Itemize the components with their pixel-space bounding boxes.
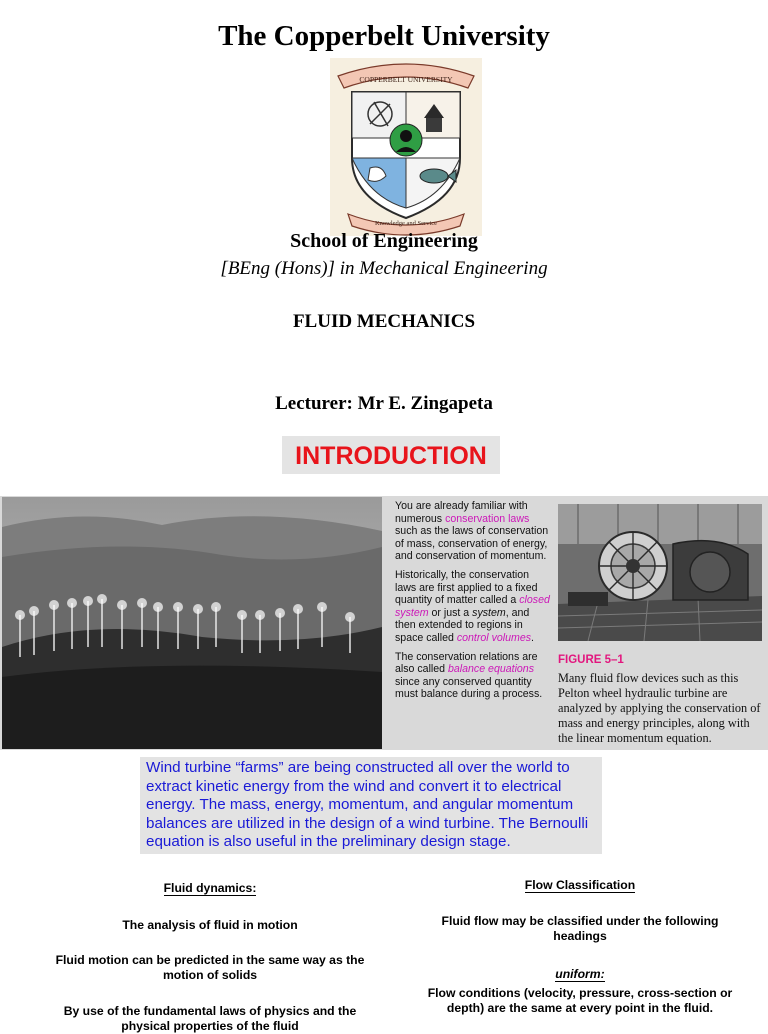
conservation-paragraph-2 <box>395 569 551 645</box>
pelton-turbine-photo <box>558 504 762 641</box>
system-term: system <box>472 606 506 619</box>
text-run: You are already familiar with numerous <box>395 500 528 525</box>
conservation-laws-text <box>395 500 551 707</box>
fluid-dynamics-heading-text: Fluid dynamics: <box>163 881 257 895</box>
fluid-dynamics-heading <box>60 881 360 896</box>
balance-equations-link[interactable]: balance equations <box>448 663 534 676</box>
course-title: FLUID MECHANICS <box>292 311 476 332</box>
fluid-dynamics-line-3: By use of the fundamental laws of physics and the physical properties of the fluid <box>63 1004 357 1033</box>
flow-classification-heading-text: Flow Classification <box>524 878 636 892</box>
crest-motto-top: COPPERBELT UNIVERSITY <box>359 75 453 84</box>
figure-label: FIGURE 5–1 <box>558 654 624 666</box>
wind-farm-photo <box>2 497 382 749</box>
closed-system-link[interactable]: closed system <box>395 594 550 619</box>
conservation-laws-link[interactable]: conservation laws <box>445 512 530 525</box>
uniform-description: Flow conditions (velocity, pressure, cross-section or depth) are the same at every point in the fluid. <box>427 986 733 1015</box>
fluid-dynamics-line-2: Fluid motion can be predicted in the same way as the motion of solids <box>55 953 365 982</box>
flow-classification-line-1: Fluid flow may be classified under the following headings <box>441 914 719 943</box>
uniform-label <box>430 967 730 982</box>
text-run: or just a <box>428 606 473 619</box>
figure-caption: Many fluid flow devices such as this Pelton wheel hydraulic turbine are analyzed by applying the conservation of mass and energy principles, along with the linear momentum equation. <box>558 671 761 745</box>
text-run: since any conserved quantity must balance during a process. <box>395 675 543 701</box>
flow-classification-heading <box>430 878 730 893</box>
university-crest-icon <box>330 58 482 236</box>
control-volumes-link[interactable]: control volumes <box>456 631 532 644</box>
uniform-label-text: uniform: <box>555 967 605 981</box>
text-run: , and then extended to regions in space called <box>395 606 530 644</box>
text-run: . <box>531 631 534 644</box>
lecturer-name: Lecturer: Mr E. Zingapeta <box>275 393 493 414</box>
degree-name: [BEng (Hons)] in Mechanical Engineering <box>220 258 548 279</box>
text-run: such as the laws of conservation of mass, conservation of energy, and conservation of momentum. <box>395 525 549 563</box>
conservation-paragraph-3 <box>395 651 551 701</box>
wind-turbine-note: Wind turbine “farms” are being constructed all over the world to extract kinetic energy from the wind and convert it to electrical energy. The mass, energy, momentum, and angular momentum balances are utilized in the design of a wind turbine. The Bernoulli equation is also useful in the preliminary design stage. <box>140 757 602 854</box>
introduction-heading: INTRODUCTION <box>282 436 500 474</box>
crest-motto-bottom: Knowledge and Service <box>374 220 438 227</box>
text-run: Historically, the conservation laws are first applied to a fixed quantity of matter called a <box>395 568 538 607</box>
fluid-dynamics-line-1: The analysis of fluid in motion <box>122 918 298 932</box>
conservation-paragraph-1 <box>395 500 551 563</box>
school-name: School of Engineering <box>290 230 478 252</box>
university-title: The Copperbelt University <box>218 20 550 52</box>
text-run: The conservation relations are also called <box>395 650 538 676</box>
